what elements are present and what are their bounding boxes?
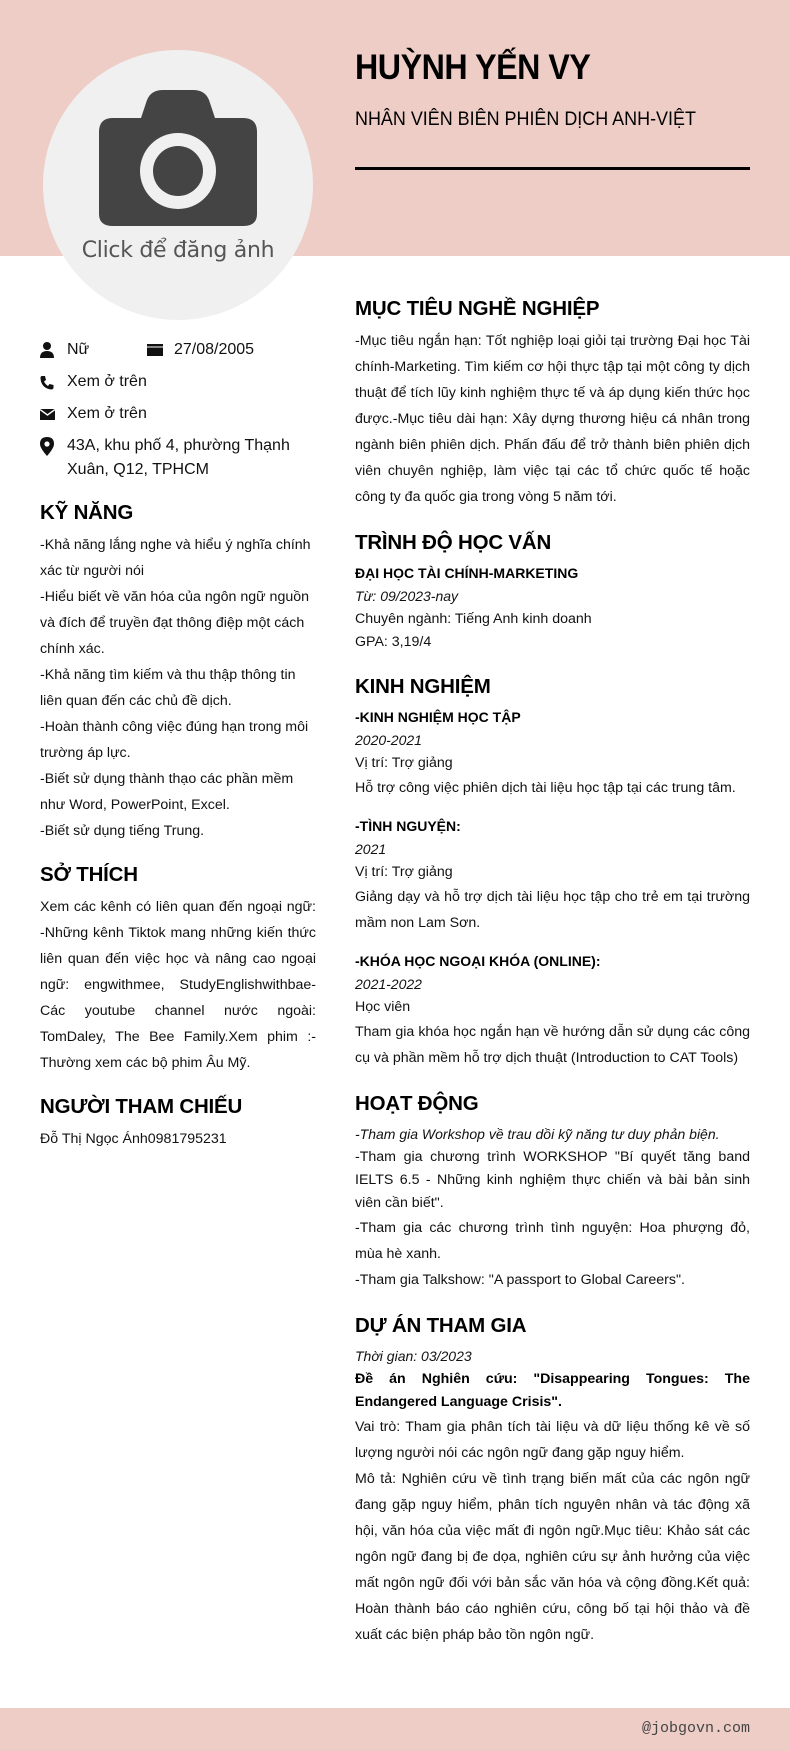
experience-period: 2020-2021 [355, 732, 422, 748]
gender-value: Nữ [67, 341, 90, 358]
left-column [40, 338, 316, 1152]
candidate-name: HUỲNH YẾN VY [355, 48, 591, 87]
project-period: Thời gian: 03/2023 [355, 1348, 472, 1364]
camera-icon [97, 88, 259, 228]
education-section [355, 530, 750, 654]
skill-item: -Khả năng lắng nghe và hiểu ý nghĩa chính xác từ người nói [40, 537, 311, 579]
projects-section [355, 1313, 750, 1648]
education-major: Chuyên ngành: Tiếng Anh kinh doanh [355, 611, 592, 627]
projects-heading: DỰ ÁN THAM GIA [355, 1314, 527, 1337]
references-heading: NGƯỜI THAM CHIẾU [40, 1095, 243, 1118]
experience-description: Giảng dạy và hỗ trợ dịch tài liệu học tập cho trẻ em tại trường mầm non Lam Sơn. [355, 889, 750, 931]
experience-role: Vị trí: Trợ giảng [355, 864, 453, 880]
experience-heading: KINH NGHIỆM [355, 675, 491, 698]
address-value: 43A, khu phố 4, phường Thạnh Xuân, Q12, TPHCM [67, 437, 290, 478]
footer-watermark: @jobgovn.com [641, 1720, 750, 1737]
education-period: Từ: 09/2023-nay [355, 588, 459, 604]
skill-item: -Hoàn thành công việc đúng hạn trong môi trường áp lực. [40, 719, 309, 761]
map-marker-icon [40, 434, 67, 458]
email-row [40, 402, 316, 426]
email-value: Xem ở trên [67, 405, 147, 422]
phone-row [40, 370, 316, 394]
references-text: Đỗ Thị Ngọc Ánh0981795231 [40, 1131, 227, 1147]
title-divider [355, 167, 750, 170]
user-icon [40, 338, 67, 362]
skills-heading: KỸ NĂNG [40, 501, 134, 524]
experience-heading-item: -KINH NGHIỆM HỌC TẬP [355, 709, 521, 725]
phone-icon [40, 370, 67, 394]
project-name: Đề án Nghiên cứu: "Disappearing Tongues: The Endangered Language Crisis". [355, 1371, 750, 1410]
phone-value: Xem ở trên [67, 373, 147, 390]
envelope-icon [40, 402, 67, 426]
activities-heading: HOẠT ĐỘNG [355, 1092, 479, 1115]
right-column [355, 296, 750, 1668]
hobbies-heading: SỞ THÍCH [40, 863, 138, 886]
activities-section [355, 1091, 750, 1293]
activity-item: -Tham gia chương trình WORKSHOP "Bí quyết tăng band IELTS 6.5 - Những kinh nghiệm thực chiến và bài bản sinh viên cần biết". [355, 1149, 750, 1211]
project-description: Mô tả: Nghiên cứu về tình trạng biến mất của các ngôn ngữ đang gặp nguy hiểm, phân tích nguyên nhân và tác động xã hội, văn hóa của việc mất đi ngôn ngữ.Mục tiêu: Khảo sát các ngôn ngữ đang bị đe dọa, nghiên cứu sự ảnh hưởng của việc mất ngôn ngữ đối với bản sắc văn hóa và cộng đồng.Kết quả: Hoàn thành báo cáo nghiên cứu, công bố tại hội thảo và đề xuất các biện pháp bảo tồn ngôn ngữ. [355, 1471, 750, 1643]
experience-role: Vị trí: Trợ giảng [355, 755, 453, 771]
activities-intro: -Tham gia Workshop về trau dồi kỹ năng tư duy phản biện. [355, 1126, 720, 1142]
skill-item: -Khả năng tìm kiếm và thu thập thông tin liên quan đến các chủ đề dịch. [40, 667, 296, 709]
education-heading: TRÌNH ĐỘ HỌC VẤN [355, 531, 552, 554]
job-title: NHÂN VIÊN BIÊN PHIÊN DỊCH ANH-VIỆT [355, 108, 696, 130]
experience-entry [355, 815, 750, 936]
address-row [40, 434, 316, 482]
calendar-icon [147, 338, 174, 362]
birthday-value: 27/08/2005 [174, 341, 255, 358]
education-gpa: GPA: 3,19/4 [355, 634, 432, 650]
experience-entry [355, 706, 750, 801]
skills-list [40, 532, 316, 844]
school-name: ĐẠI HỌC TÀI CHÍNH-MARKETING [355, 565, 579, 581]
experience-role: Học viên [355, 999, 411, 1015]
activity-item: -Tham gia Talkshow: "A passport to Global Careers". [355, 1272, 685, 1288]
gender-birthday-row [40, 338, 316, 362]
activity-item: -Tham gia các chương trình tình nguyện: Hoa phượng đỏ, mùa hè xanh. [355, 1220, 750, 1262]
experience-period: 2021-2022 [355, 976, 422, 992]
experience-description: Hỗ trợ công việc phiên dịch tài liệu học tập tại các trung tâm. [355, 780, 736, 796]
skill-item: -Biết sử dụng thành thạo các phần mềm như Word, PowerPoint, Excel. [40, 771, 294, 813]
experience-entry [355, 950, 750, 1071]
project-role: Vai trò: Tham gia phân tích tài liệu và dữ liệu thống kê về số lượng người nói các ngôn ngữ đang gặp nguy hiểm. [355, 1419, 750, 1461]
objective-text: -Mục tiêu ngắn hạn: Tốt nghiệp loại giỏi tại trường Đại học Tài chính-Marketing. Tìm kiếm cơ hội thực tập tại một công ty dịch thuật để tích lũy kinh nghiệm thực tế và áp dụng kiến thức học được.-Mục tiêu dài hạn: Xây dựng thương hiệu cá nhân trong ngành biên phiên dịch. Phấn đấu để trở thành biên phiên dịch viên chuyên nghiệp, làm việc tại các tổ chức quốc tế hoặc công ty đa quốc gia trong vòng 5 năm tới. [355, 333, 750, 505]
experience-heading-item: -TÌNH NGUYỆN: [355, 818, 461, 834]
experience-period: 2021 [355, 841, 387, 857]
hobbies-text: Xem các kênh có liên quan đến ngoại ngữ: -Những kênh Tiktok mang những kiến thức liên quan đến việc học và nâng cao ngoại ngữ: engwithmee, StudyEnglishwithbae- Các youtube channel nước ngoài: TomDaley, The Bee Family.Xem phim :- Thường xem các bộ phim Âu Mỹ. [40, 899, 316, 1071]
photo-upload[interactable] [43, 50, 313, 320]
experience-description: Tham gia khóa học ngắn hạn về hướng dẫn sử dụng các công cụ và phần mềm hỗ trợ dịch thuật (Introduction to CAT Tools) [355, 1024, 750, 1066]
skill-item: -Hiểu biết về văn hóa của ngôn ngữ nguồn và đích để truyền đạt thông điệp một cách chính xác. [40, 589, 310, 657]
experience-section [355, 674, 750, 1071]
footer-band [0, 1708, 790, 1751]
skill-item: -Biết sử dụng tiếng Trung. [40, 823, 205, 839]
photo-upload-label: Click để đăng ảnh [81, 238, 275, 263]
objective-heading: MỤC TIÊU NGHỀ NGHIỆP [355, 297, 600, 320]
experience-heading-item: -KHÓA HỌC NGOẠI KHÓA (ONLINE): [355, 953, 601, 969]
objective-section [355, 296, 750, 510]
